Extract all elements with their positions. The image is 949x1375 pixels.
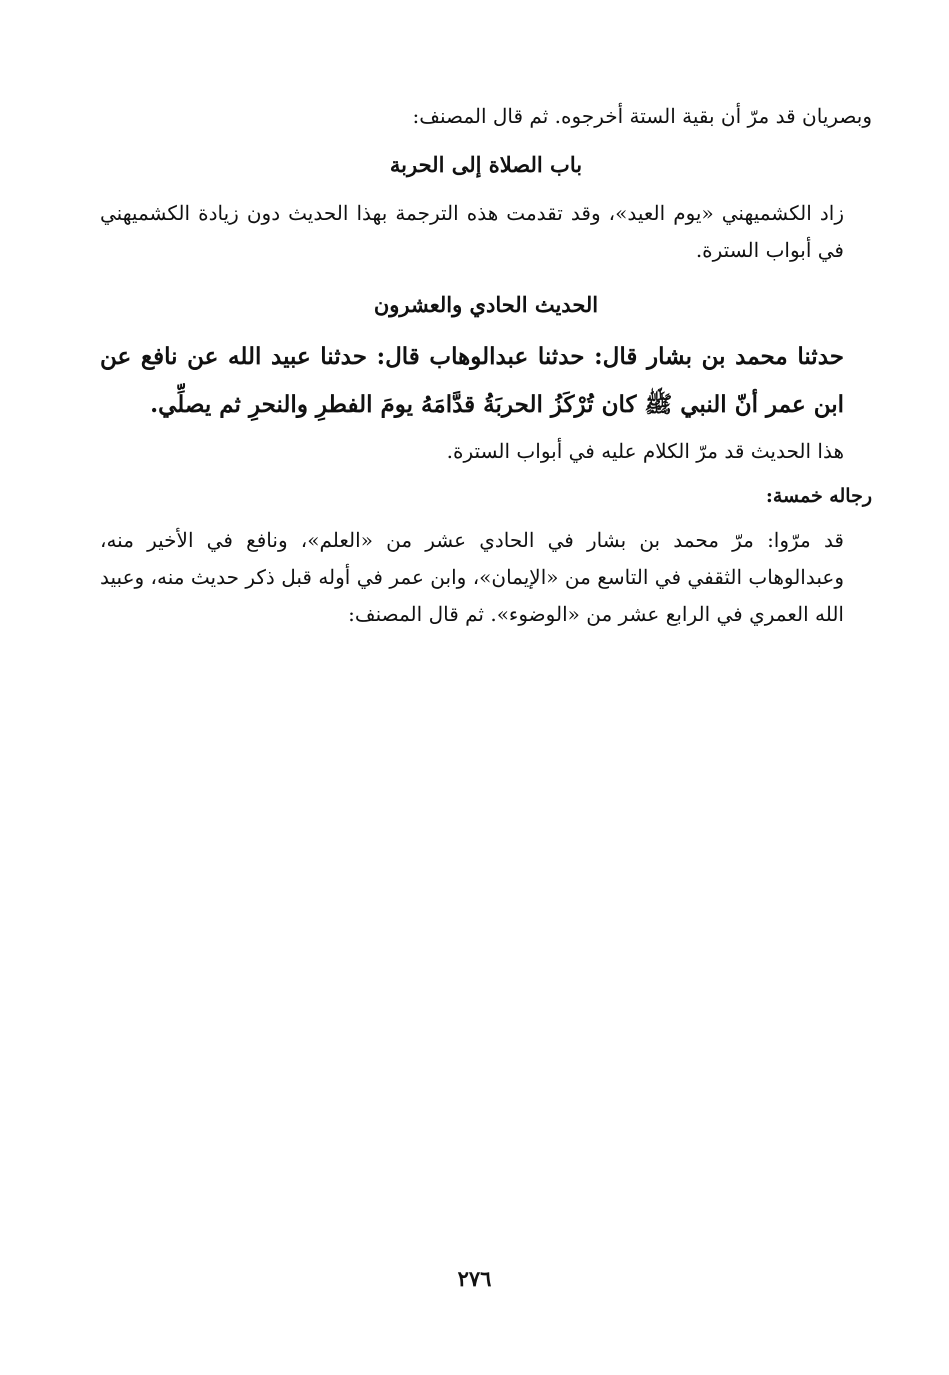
page-number: ٢٧٦ bbox=[457, 1266, 492, 1291]
chapter-note: زاد الكشميهني «يوم العيد»، وقد تقدمت هذه الترجمة بهذا الحديث دون زيادة الكشميهني في أبواب السترة. bbox=[100, 201, 844, 262]
chapter-title: باب الصلاة إلى الحربة bbox=[389, 152, 583, 177]
intro-line: وبصريان قد مرّ أن بقية الستة أخرجوه. ثم قال المصنف: bbox=[412, 104, 872, 128]
hadith-comment: هذا الحديث قد مرّ الكلام عليه في أبواب السترة. bbox=[446, 439, 844, 463]
narrators-label: رجاله خمسة: bbox=[765, 485, 872, 507]
hadith-text: حدثنا محمد بن بشار قال: حدثنا عبدالوهاب قال: حدثنا عبيد الله عن نافع عن ابن عمر أنّ النبي ﷺ كان تُرْكَزُ الحربَةُ قدَّامَهُ يومَ الفطرِ والنحرِ ثم يصلِّي. bbox=[100, 343, 844, 418]
hadith-heading: الحديث الحادي والعشرون bbox=[373, 292, 599, 317]
narrators-text: قد مرّوا: مرّ محمد بن بشار في الحادي عشر من «العلم»، ونافع في الأخير منه، وعبدالوهاب الثقفي في التاسع من «الإيمان»، وابن عمر في أوله قبل ذكر حديث منه، وعبيد الله العمري في الرابع عشر من «الوضوء». ثم قال المصنف: bbox=[100, 528, 844, 626]
